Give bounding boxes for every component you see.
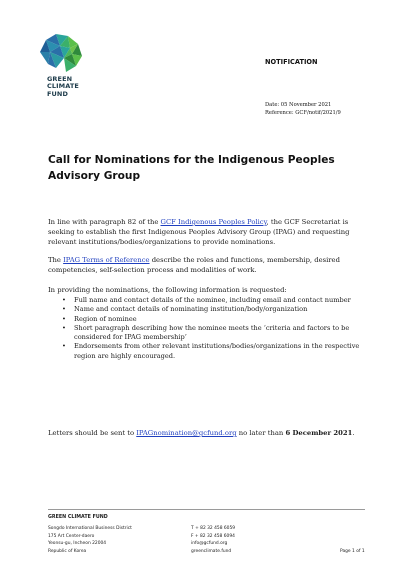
deadline-date: 6 December 2021 xyxy=(285,429,353,437)
bullet-glyph: • xyxy=(62,342,66,351)
list-item xyxy=(48,315,368,324)
list-item-text: Short paragraph describing how the nominee meets the ‘criteria and factors to be considered for IPAG membership’ xyxy=(74,323,350,342)
paragraph-requested-info: In providing the nominations, the following information is requested: xyxy=(48,286,287,294)
list-item-text: Region of nominee xyxy=(74,314,137,323)
bullet-glyph: • xyxy=(62,323,66,332)
contact-phone: T + 82 32 458 6059 xyxy=(191,526,236,531)
logo-line: GREEN xyxy=(47,75,73,83)
paragraph-text: The xyxy=(48,256,64,264)
logo-wordmark xyxy=(47,76,79,98)
list-item-text: Name and contact details of nominating institution/body/organization xyxy=(74,305,308,314)
address-line: Songdo International Business District xyxy=(48,526,132,531)
paragraph-text: In line with paragraph 82 of the xyxy=(48,218,161,226)
paragraph-submission xyxy=(48,428,368,438)
paragraph-intro xyxy=(48,217,368,247)
footer-address xyxy=(48,525,132,555)
logo-line: CLIMATE xyxy=(47,82,79,91)
paragraph-tor xyxy=(48,255,368,275)
list-item xyxy=(48,296,368,305)
paragraph-text: no later than xyxy=(236,429,286,437)
list-item xyxy=(48,305,368,314)
nomination-email-link[interactable]: IPAGnomination@gcfund.org xyxy=(136,429,237,437)
paragraph-text: Letters should be sent to xyxy=(48,429,137,437)
document-title: Call for Nominations for the Indigenous Peoples Advisory Group xyxy=(48,154,335,182)
footer-org-name: GREEN CLIMATE FUND xyxy=(48,515,108,520)
notification-label: NOTIFICATION xyxy=(265,58,318,66)
footer-divider xyxy=(48,509,365,510)
paragraph-text: . xyxy=(352,429,355,437)
paragraph-text: describe the roles and functions, membership, desired competencies, self-selection process and modalities of work. xyxy=(48,256,340,274)
address-line: Yeonsu-gu, Incheon 22004 xyxy=(48,541,107,547)
list-item-text: Full name and contact details of the nominee, including email and contact number xyxy=(74,296,351,304)
logo-line: FUND xyxy=(47,89,68,98)
ip-policy-link[interactable]: GCF Indigenous Peoples Policy xyxy=(160,218,267,226)
footer-contact xyxy=(191,525,235,555)
requested-info-list xyxy=(48,296,368,361)
contact-email: info@gcfund.org xyxy=(191,541,228,547)
address-line: Republic of Korea xyxy=(48,548,87,554)
gcf-logo xyxy=(34,32,144,102)
tor-link[interactable]: IPAG Terms of Reference xyxy=(63,256,150,264)
bullet-glyph: • xyxy=(62,305,66,314)
document-meta xyxy=(265,101,341,117)
document-reference: Reference: GCF/notif/2021/9 xyxy=(265,110,341,116)
contact-fax: F + 82 32 458 6094 xyxy=(191,533,235,539)
list-item-text: Endorsements from other relevant institutions/bodies/organizations in the respective region are highly encouraged. xyxy=(74,342,360,360)
gcf-globe-icon xyxy=(34,32,84,78)
list-item xyxy=(48,324,368,343)
bullet-glyph: • xyxy=(62,314,66,323)
address-line: 175 Art Center-daero xyxy=(48,533,95,539)
bullet-glyph: • xyxy=(62,296,66,304)
document-date: Date: 05 November 2021 xyxy=(265,102,332,108)
contact-website: greenclimate.fund xyxy=(191,548,232,554)
paragraph-text: , the GCF Secretariat is seeking to establish the first Indigenous Peoples Advisory Group (IPAG) and requesting relevant institutions/bodies/organizations to provide nominations. xyxy=(48,218,350,246)
page-number: Page 1 of 1 xyxy=(340,549,365,554)
list-item xyxy=(48,342,368,361)
